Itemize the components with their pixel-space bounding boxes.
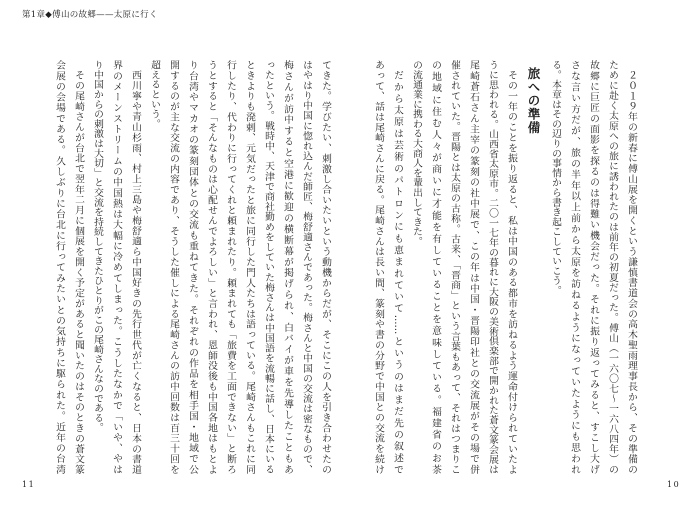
text-column: だから太原は芸術のパトロンにも恵まれていて……というのはまだ先の叙述で (392, 69, 403, 474)
text-column: あって、話は尾崎さんに戻る。尾崎さんは長い間、篆刻や書の分野で中国との交流を続け (373, 60, 384, 474)
text-column: うとすると「そんなものは心配せんでよろしい」と言われ、恩師没後も中国各地はもとよ (206, 60, 217, 474)
text-column: さな言い方だが、旅の半年以上前から太原を訪ねるようになっていたようにも思われ (569, 60, 580, 474)
text-column: ２０１９年の新春に傅山展を開くという謙慎書道会の高木聖雨理事長から、その準備の (626, 69, 637, 474)
text-column: り中国からの刺激は大切」と交流を持続してきたひとりがこの尾崎さんなのである。 (92, 60, 103, 433)
text-column: 界のメーンストリームの中国熱は大幅に冷めてしまった。こうしたなかで「いや、やは (111, 60, 122, 474)
text-column: うに思われる。山西省太原市。二〇一七年の暮れに大阪の美術倶楽部で開かれた蒼文篆会展は (487, 60, 498, 474)
page-number-right: 10 (667, 480, 681, 489)
text-column: 故郷に巨匠の面影を探るのは得難い機会だった。それに振り返ってみると、すこし大げ (588, 60, 599, 474)
text-column: ときよりも溌剌、元気だったと旅に同行した門人たちは語っている。尾崎さんもこれに同 (244, 60, 255, 474)
text-column: ために赴く太原への旅に誘われたのは前年の初夏だった。傅山（一六〇七～一六八四年）の (607, 60, 618, 474)
text-column: 会展の会場である。久しぶりに台北に行ってみたいとの気持ちに駆られた。近年の台湾 (54, 60, 65, 474)
right-page-text (369, 60, 641, 474)
section-heading: 旅への準備 (526, 67, 541, 135)
text-column: その尾崎さんが台北で翌年二月に個展を開く予定があると聞いたのはそのときの蒼文篆 (73, 69, 84, 474)
text-column: る。本章はその辺りの事情から書き起こしていこう。 (550, 60, 561, 296)
text-column: 催されていた。晋陽とは太原の古称。古来、「晋商」という言葉もあって、それはつまりこ (449, 60, 460, 474)
text-column: り台湾やマカオの篆刻団体との交流も重ねてきた。それぞれの作品を相手国・地域で公 (187, 60, 198, 474)
text-column: 超えるという。 (149, 60, 160, 129)
text-column: はやはり中国に惚れ込んだ師匠、梅舒適さんであった。梅さんと中国の交流は密なもので、 (301, 60, 312, 474)
text-column: 行したり、代わりに行ってくれと頼まれたり。頼まれても「旅費を工面できない」と断ろ (225, 60, 236, 474)
text-column: 尾崎蒼石さん主宰の篆刻の社中展で、この年は中国・晋陽印社との交流展がその場で併 (468, 60, 479, 474)
page-number-left: 11 (22, 480, 36, 489)
text-column: の流通業に携わる大商人を輩出してきた。 (411, 60, 422, 247)
text-column: 開するのが主な交流の内容であり、そうした催しによる尾崎さんの訪中回数は百三十回を (168, 60, 179, 474)
text-column: 梅さんが訪中すると空港に歓迎の横断幕が掲げられ、白バイが車を先導したこともあ (282, 60, 293, 474)
running-head: 第1章◆傅山の故郷——太原に行く (22, 10, 158, 20)
text-column: の地域に住む人々が商いに才能を有していることを意味している。福建省のお茶 (430, 60, 441, 474)
text-column: ったという。戦時中、天津で商社勤めをしていた梅さんは中国語を流暢に話し、日本にいる (263, 60, 274, 474)
left-page-text (50, 60, 335, 474)
text-column: その一年のことを振り返ると、私は中国のある都市を訪ねるよう運命付けられていたよ (506, 69, 517, 474)
text-column: てきた。学びたい、刺激し合いたいという動機からだが、そこにこの人を引き合わせたの (320, 60, 331, 474)
text-column: 西川寧や青山杉雨、村上三島や梅舒適ら中国好きの先行世代が亡くなると、日本の書道 (130, 69, 141, 474)
